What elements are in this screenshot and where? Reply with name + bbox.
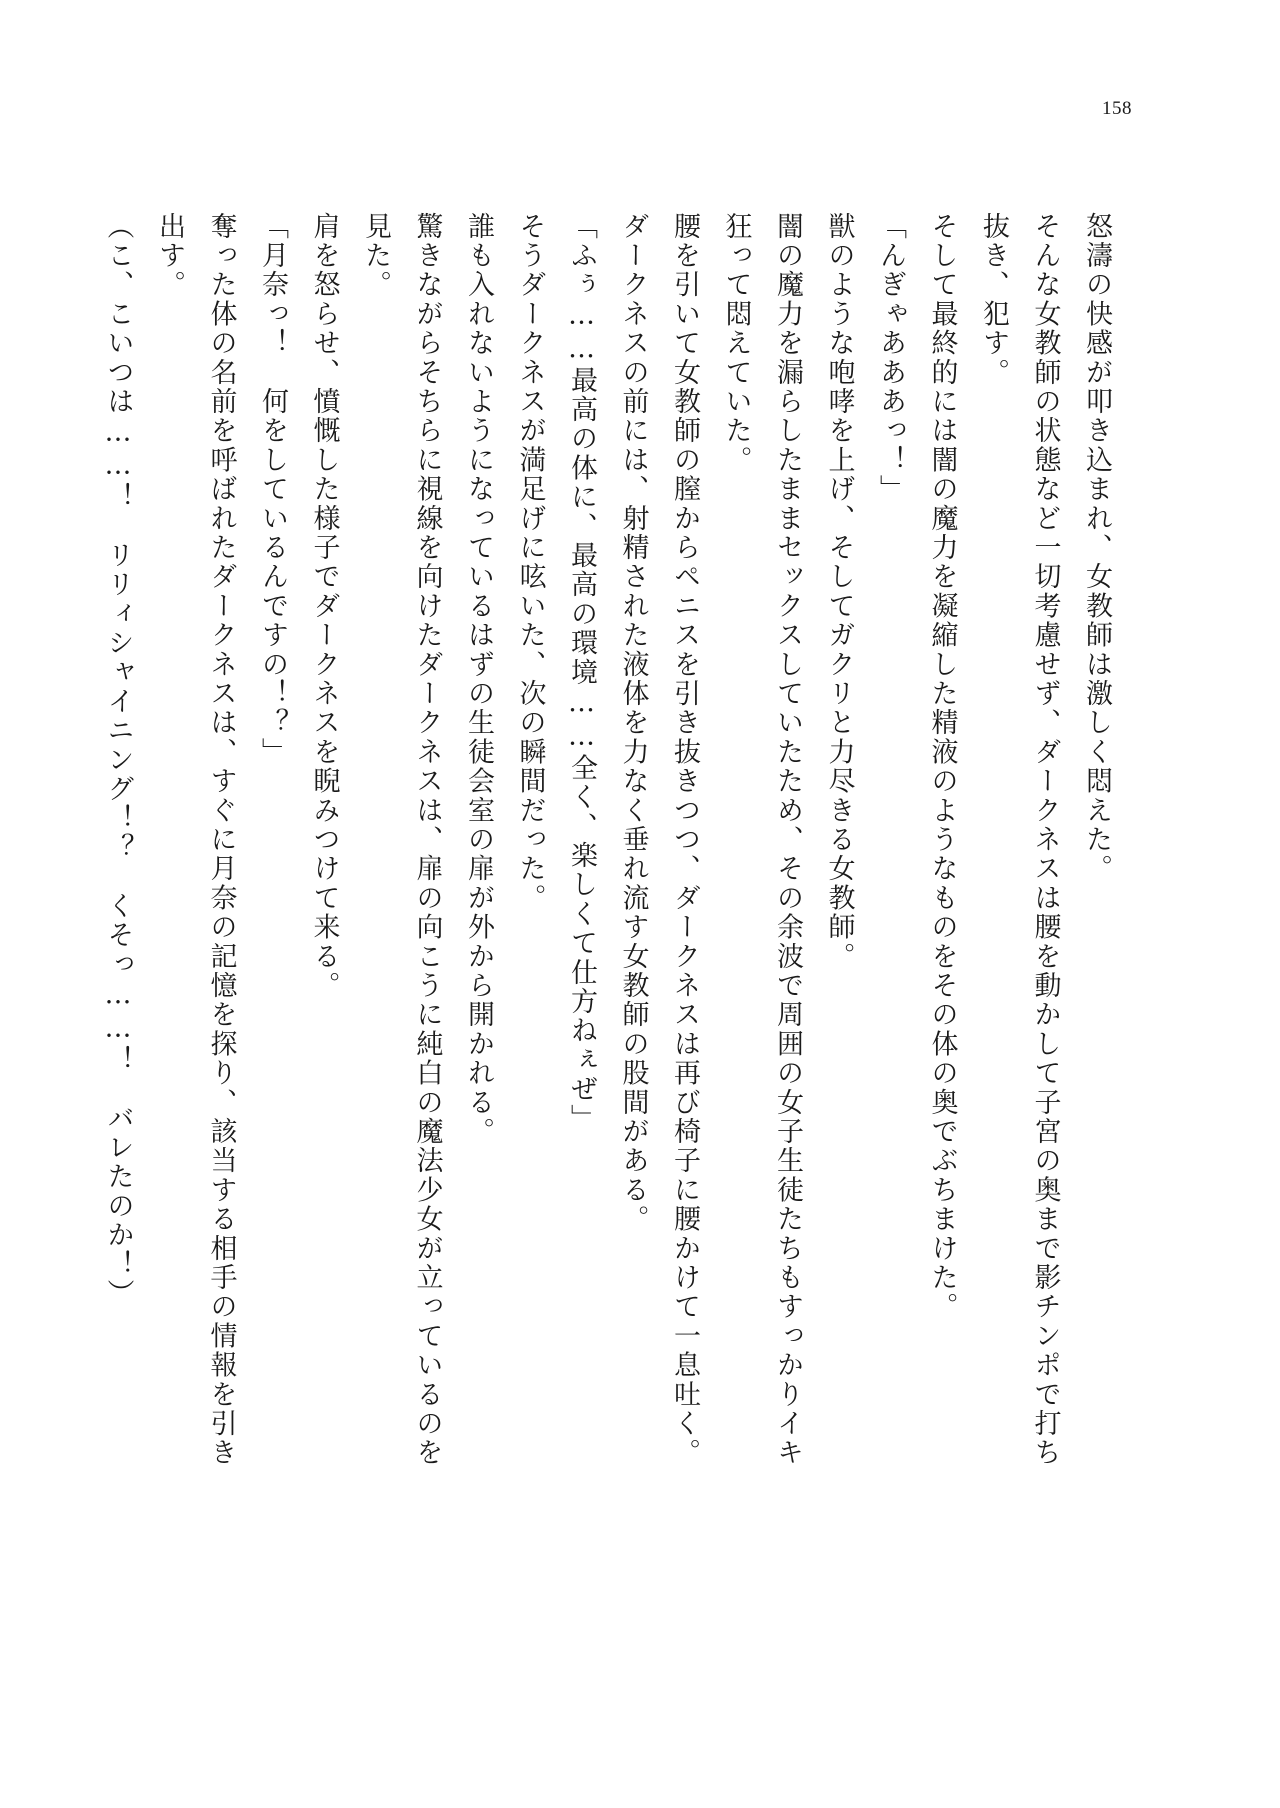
text-line: 奪った体の名前を呼ばれたダークネスは、すぐに月奈の記憶を探り、該当する相手の情報を引き出す。 bbox=[154, 212, 237, 1468]
text-line: そうダークネスが満足げに呟いた、次の瞬間だった。 bbox=[514, 212, 546, 913]
dialogue-line: 「月奈っ！ 何をしているんですの！？」 bbox=[257, 212, 288, 767]
thought-line: （こ、こいつは……！ リリィシャイニング！？ くそっ……！ バレたのか！） bbox=[102, 212, 134, 1309]
text-line: 誰も入れないようになっているはずの生徒会室の扉が外から開かれる。 bbox=[463, 212, 494, 1147]
dialogue-line: 「ふぅ……最高の体に、最高の環境……全く、楽しくて仕方ねぇぜ」 bbox=[566, 212, 597, 1134]
dialogue-line: 「んぎゃあああっ！」 bbox=[875, 212, 906, 504]
page-number: 158 bbox=[1102, 98, 1132, 119]
text-line: そんな女教師の状態など一切考慮せず、ダークネスは腰を動かして子宮の奥まで影チンポで打ち抜き、犯す。 bbox=[978, 212, 1061, 1468]
vertical-text-body bbox=[102, 212, 1122, 1472]
text-line: そして最終的には闇の魔力を凝縮した精液のようなものをその体の奥でぶちまけた。 bbox=[926, 212, 958, 1322]
text-line: 怒濤の快感が叩き込まれ、女教師は激しく悶えた。 bbox=[1081, 212, 1112, 884]
text-line: 獣のような咆哮を上げ、そしてガクリと力尽きる女教師。 bbox=[823, 212, 855, 972]
text-line: 闇の魔力を漏らしたままセックスしていたため、その余波で周囲の女子生徒たちもすっかりイキ狂って悶えていた。 bbox=[720, 212, 803, 1468]
text-line: 肩を怒らせ、憤慨した様子でダークネスを睨みつけて来る。 bbox=[308, 212, 340, 1001]
text-line: 驚きながらそちらに視線を向けたダークネスは、扉の向こうに純白の魔法少女が立っているのを見た。 bbox=[360, 212, 443, 1468]
text-line: 腰を引いて女教師の膣からペニスを引き抜きつつ、ダークネスは再び椅子に腰かけて一息吐く。 bbox=[669, 212, 700, 1468]
text-line: ダークネスの前には、射精された液体を力なく垂れ流す女教師の股間がある。 bbox=[617, 212, 649, 1234]
